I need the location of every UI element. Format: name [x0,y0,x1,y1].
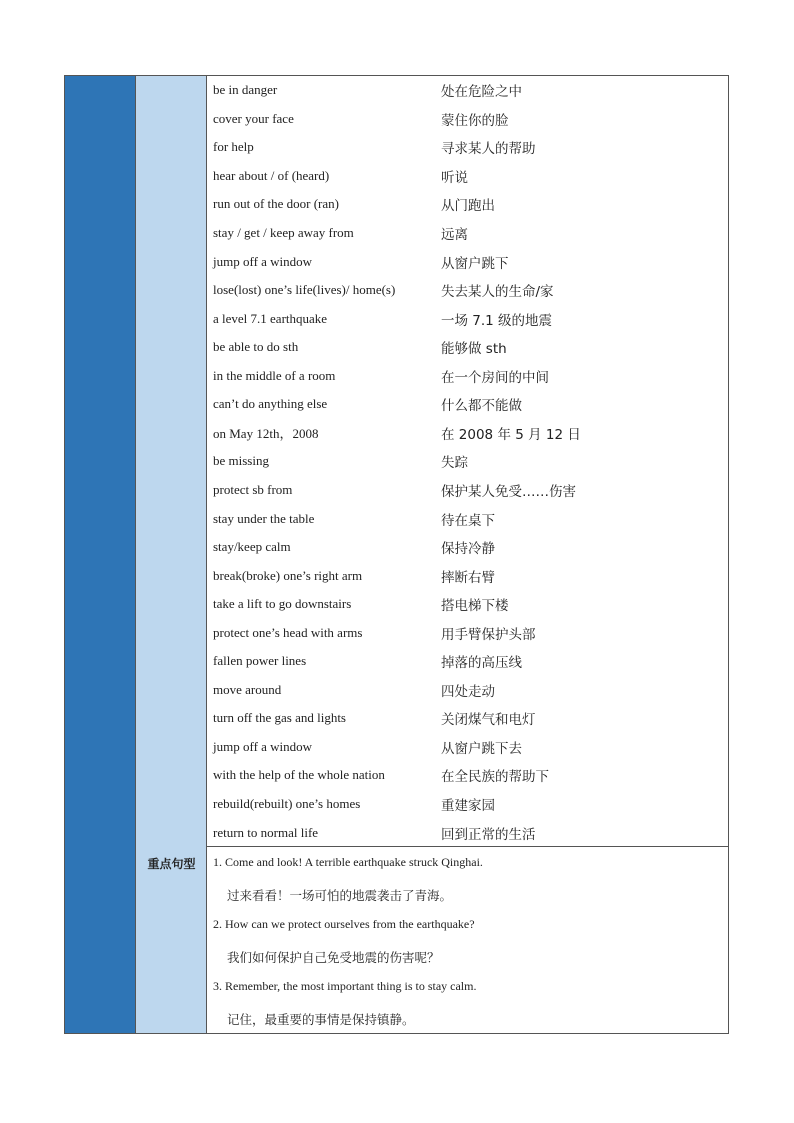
vocabulary-table [64,75,729,1034]
phrase-english: protect sb from [213,481,293,497]
phrase-row [207,761,728,790]
category-column [136,76,207,1033]
phrase-chinese: 失去某人的生命/家 [441,284,554,301]
phrase-row [207,390,728,419]
phrase-chinese: 摔断右臂 [441,569,495,586]
phrase-english: stay / get / keep away from [213,225,354,241]
phrase-row [207,333,728,362]
phrase-english: with the help of the whole nation [213,767,385,783]
phrase-row [207,476,728,505]
content-column [207,76,728,1033]
phrase-english: for help [213,139,254,155]
phrase-chinese: 回到正常的生活 [441,826,536,843]
phrase-list [207,76,728,847]
phrase-chinese: 一场 7.1 级的地震 [441,312,553,329]
phrase-chinese: 远离 [441,227,468,244]
phrase-chinese: 用手臂保护头部 [441,626,536,643]
phrase-english: protect one’s head with arms [213,624,363,640]
phrase-chinese: 在一个房间的中间 [441,369,549,386]
phrase-chinese: 搭电梯下楼 [441,598,509,615]
phrase-english: jump off a window [213,738,313,754]
phrase-english: turn off the gas and lights [213,710,346,726]
phrase-chinese: 寻求某人的帮助 [441,141,536,158]
phrase-row [207,533,728,562]
phrase-row [207,276,728,305]
phrase-chinese: 从窗户跳下去 [441,740,522,757]
phrase-row [207,362,728,391]
sentence-list [207,847,728,1033]
phrase-english: run out of the door (ran) [213,196,339,212]
phrase-english: cover your face [213,110,294,126]
phrase-chinese: 四处走动 [441,683,495,700]
sentence-english: 3. Remember, the most important thing is to stay calm. [213,979,477,993]
phrase-chinese: 能够做 sth [441,341,507,358]
phrase-row [207,790,728,819]
left-blue-column [65,76,136,1033]
phrase-row [207,590,728,619]
phrase-english: on May 12th，2008 [213,426,319,442]
phrase-chinese: 关闭煤气和电灯 [441,712,536,729]
phrase-chinese: 听说 [441,169,468,186]
phrase-row [207,447,728,476]
sentence-english: 1. Come and look! A terrible earthquake struck Qinghai. [213,855,483,869]
phrase-row [207,504,728,533]
phrase-english: fallen power lines [213,653,307,669]
phrase-english: lose(lost) one’s life(lives)/ home(s) [213,282,396,298]
phrase-row [207,190,728,219]
phrase-english: return to normal life [213,824,319,840]
phrase-chinese: 从门跑出 [441,198,495,215]
phrase-chinese: 失踪 [441,455,468,472]
section-label-key-sentences: 重点句型 [147,857,196,871]
phrase-row [207,247,728,276]
phrase-chinese: 在 2008 年 5 月 12 日 [441,426,581,443]
phrase-english: in the middle of a room [213,367,336,383]
phrase-english: can’t do anything else [213,396,328,412]
phrase-chinese: 在全民族的帮助下 [441,769,549,786]
phrase-row [207,561,728,590]
phrase-row [207,419,728,448]
phrase-english: move around [213,681,282,697]
phrase-english: break(broke) one’s right arm [213,567,363,583]
phrase-row [207,219,728,248]
phrase-chinese: 待在桌下 [441,512,495,529]
phrase-row [207,105,728,134]
phrase-row [207,733,728,762]
phrase-english: be in danger [213,82,278,98]
phrase-english: be missing [213,453,269,469]
phrase-english: stay under the table [213,510,315,526]
sentence-chinese: 记住，最重要的事情是保持镇静。 [227,1012,415,1027]
phrase-english: a level 7.1 earthquake [213,310,328,326]
phrase-chinese: 什么都不能做 [441,398,522,415]
phrase-chinese: 保持冷静 [441,541,495,558]
phrase-chinese: 重建家园 [441,798,495,815]
sentence-chinese: 过来看看！一场可怕的地震袭击了青海。 [227,888,453,903]
phrase-row [207,76,728,105]
phrase-row [207,133,728,162]
phrase-row [207,647,728,676]
phrase-english: take a lift to go downstairs [213,596,352,612]
phrase-row [207,618,728,647]
phrase-chinese: 蒙住你的脸 [441,112,509,129]
phrase-chinese: 处在危险之中 [441,84,522,101]
phrase-row [207,304,728,333]
phrase-english: jump off a window [213,253,313,269]
phrase-english: hear about / of (heard) [213,167,330,183]
sentence-english: 2. How can we protect ourselves from the earthquake? [213,917,475,931]
phrase-row [207,704,728,733]
phrase-row [207,162,728,191]
phrase-chinese: 保护某人免受……伤害 [441,483,576,500]
phrase-english: be able to do sth [213,339,299,355]
phrase-chinese: 掉落的高压线 [441,655,522,672]
phrase-english: stay/keep calm [213,539,291,555]
phrase-chinese: 从窗户跳下 [441,255,509,272]
phrase-row [207,676,728,705]
phrase-english: rebuild(rebuilt) one’s homes [213,796,361,812]
phrase-row [207,818,728,847]
sentence-chinese: 我们如何保护自己免受地震的伤害呢？ [227,950,440,965]
